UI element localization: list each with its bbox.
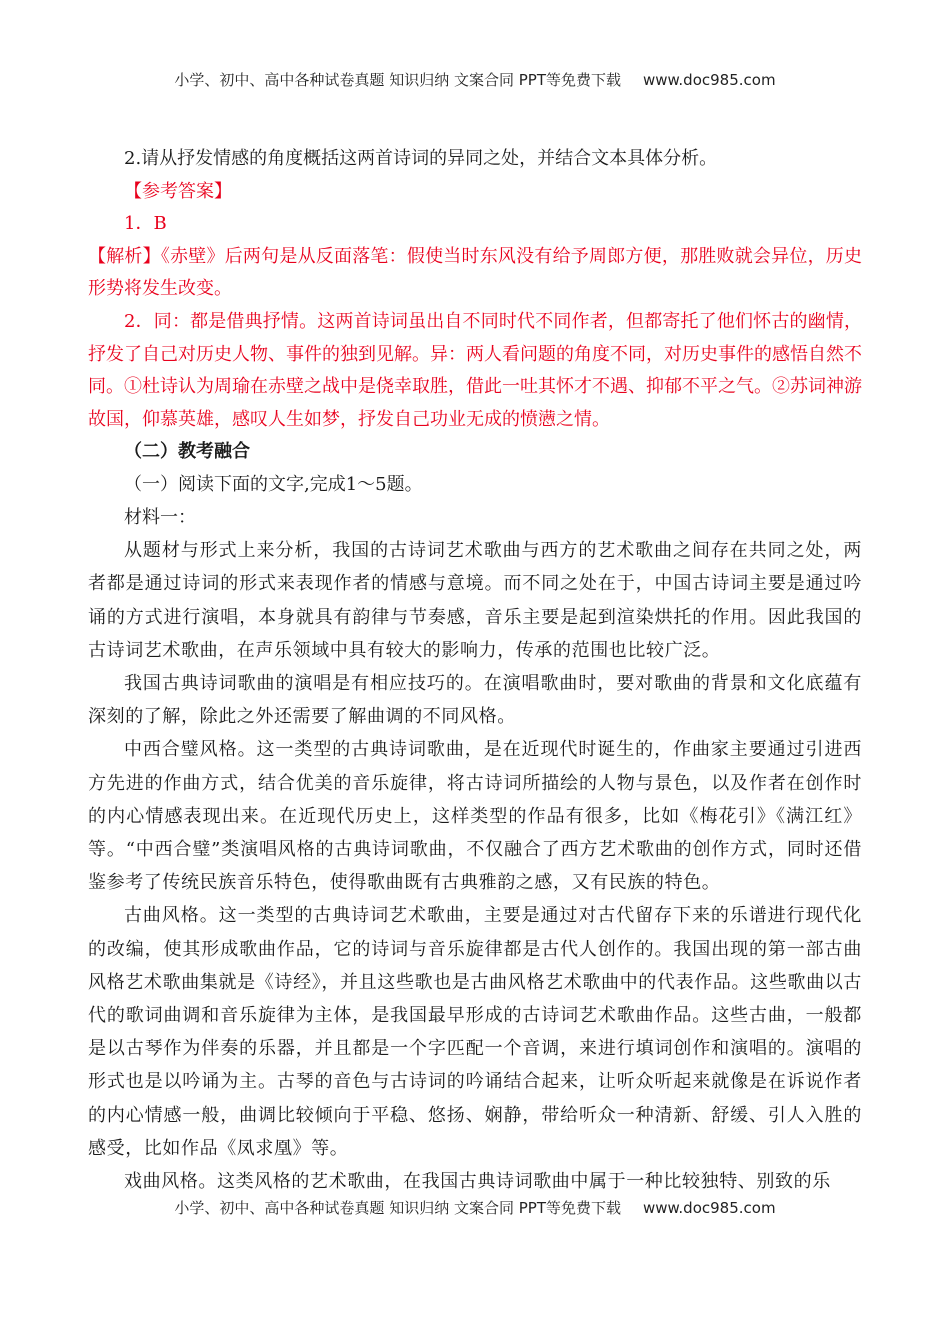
paragraph: 我国古典诗词歌曲的演唱是有相应技巧的。在演唱歌曲时，要对歌曲的背景和文化底蕴有深刻的了解，除此之外还需要了解曲调的不同风格。 [88, 672, 862, 728]
footer-site-link[interactable]: www.doc985.com [642, 1199, 776, 1217]
paragraph: 从题材与形式上来分析，我国的古诗词艺术歌曲与西方的艺术歌曲之间存在共同之处，两者都是通过诗词的形式来表现作者的情感与意境。而不同之处在于，中国古诗词主要是通过吟诵的方式进行演唱，本身就具有韵律与节奏感，音乐主要是起到渲染烘托的作用。因此我国的古诗词艺术歌曲，在声乐领域中具有较大的影响力，传承的范围也比较广泛。 [88, 540, 862, 661]
paragraph: 古曲风格。这一类型的古典诗词艺术歌曲，主要是通过对古代留存下来的乐谱进行现代化的改编，使其形成歌曲作品，它的诗词与音乐旋律都是古代人创作的。我国出现的第一部古曲风格艺术歌曲集就是《诗经》，并且这些歌也是古曲风格艺术歌曲中的代表作品。这些歌曲以古代的歌词曲调和音乐旋律为主体，是我国最早形成的古诗词艺术歌曲作品。这些古曲，一般都是以古琴作为伴奏的乐器，并且都是一个字匹配一个音调，来进行填词创作和演唱的。演唱的形式也是以吟诵为主。古琴的音色与古诗词的吟诵结合起来，让听众听起来就像是在诉说作者的内心情感一般，曲调比较倾向于平稳、悠扬、娴静，带给听众一种清新、舒缓、引人入胜的感受，比如作品《凤求凰》等。 [88, 905, 862, 1159]
page-header [0, 69, 950, 90]
document-body [88, 143, 862, 1198]
section-heading: （二）教考融合 [124, 441, 250, 463]
material-one-text [88, 534, 862, 1198]
header-text: 小学、初中、高中各种试卷真题 知识归纳 文案合同 PPT等免费下载 [174, 71, 621, 89]
footer-text: 小学、初中、高中各种试卷真题 知识归纳 文案合同 PPT等免费下载 [174, 1199, 621, 1217]
question-2: 2.请从抒发情感的角度概括这两首诗词的异同之处，并结合文本具体分析。 [124, 148, 718, 169]
answer-heading: 【参考答案】 [124, 180, 232, 202]
paragraph: 中西合璧风格。这一类型的古典诗词歌曲，是在近现代时诞生的，作曲家主要通过引进西方先进的作曲方式，结合优美的音乐旋律，将古诗词所描绘的人物与景色，以及作者在创作时的内心情感表现出来。在近现代历史上，这样类型的作品有很多，比如《梅花引》《满江红》等。“中西合璧”类演唱风格的古典诗词歌曲，不仅融合了西方艺术歌曲的创作方式，同时还借鉴参考了传统民族音乐特色，使得歌曲既有古典雅韵之感，又有民族的特色。 [88, 739, 862, 894]
reading-intro: （一）阅读下面的文字,完成1～5题。 [124, 473, 423, 495]
material-label: 材料一： [124, 506, 196, 528]
paragraph: 戏曲风格。这类风格的艺术歌曲，在我国古典诗词歌曲中属于一种比较独特、别致的乐 [124, 1170, 831, 1192]
analysis-text: 【解析】《赤壁》后两句是从反面落笔：假使当时东风没有给予周郎方便，那胜败就会异位，历史形势将发生改变。 [88, 245, 862, 300]
answer-1: 1．B [124, 213, 167, 235]
answer-2: 2．同：都是借典抒情。这两首诗词虽出自不同时代不同作者，但都寄托了他们怀古的幽情，抒发了自己对历史人物、事件的独到见解。异：两人看问题的角度不同，对历史事件的感悟自然不同。①杜诗认为周瑜在赤壁之战中是侥幸取胜，借此一吐其怀才不遇、抑郁不平之气。②苏词神游故国，仰慕英雄，感叹人生如梦，抒发自己功业无成的愤懑之情。 [88, 310, 862, 430]
page-footer [0, 1197, 950, 1218]
header-site-link[interactable]: www.doc985.com [642, 71, 776, 89]
